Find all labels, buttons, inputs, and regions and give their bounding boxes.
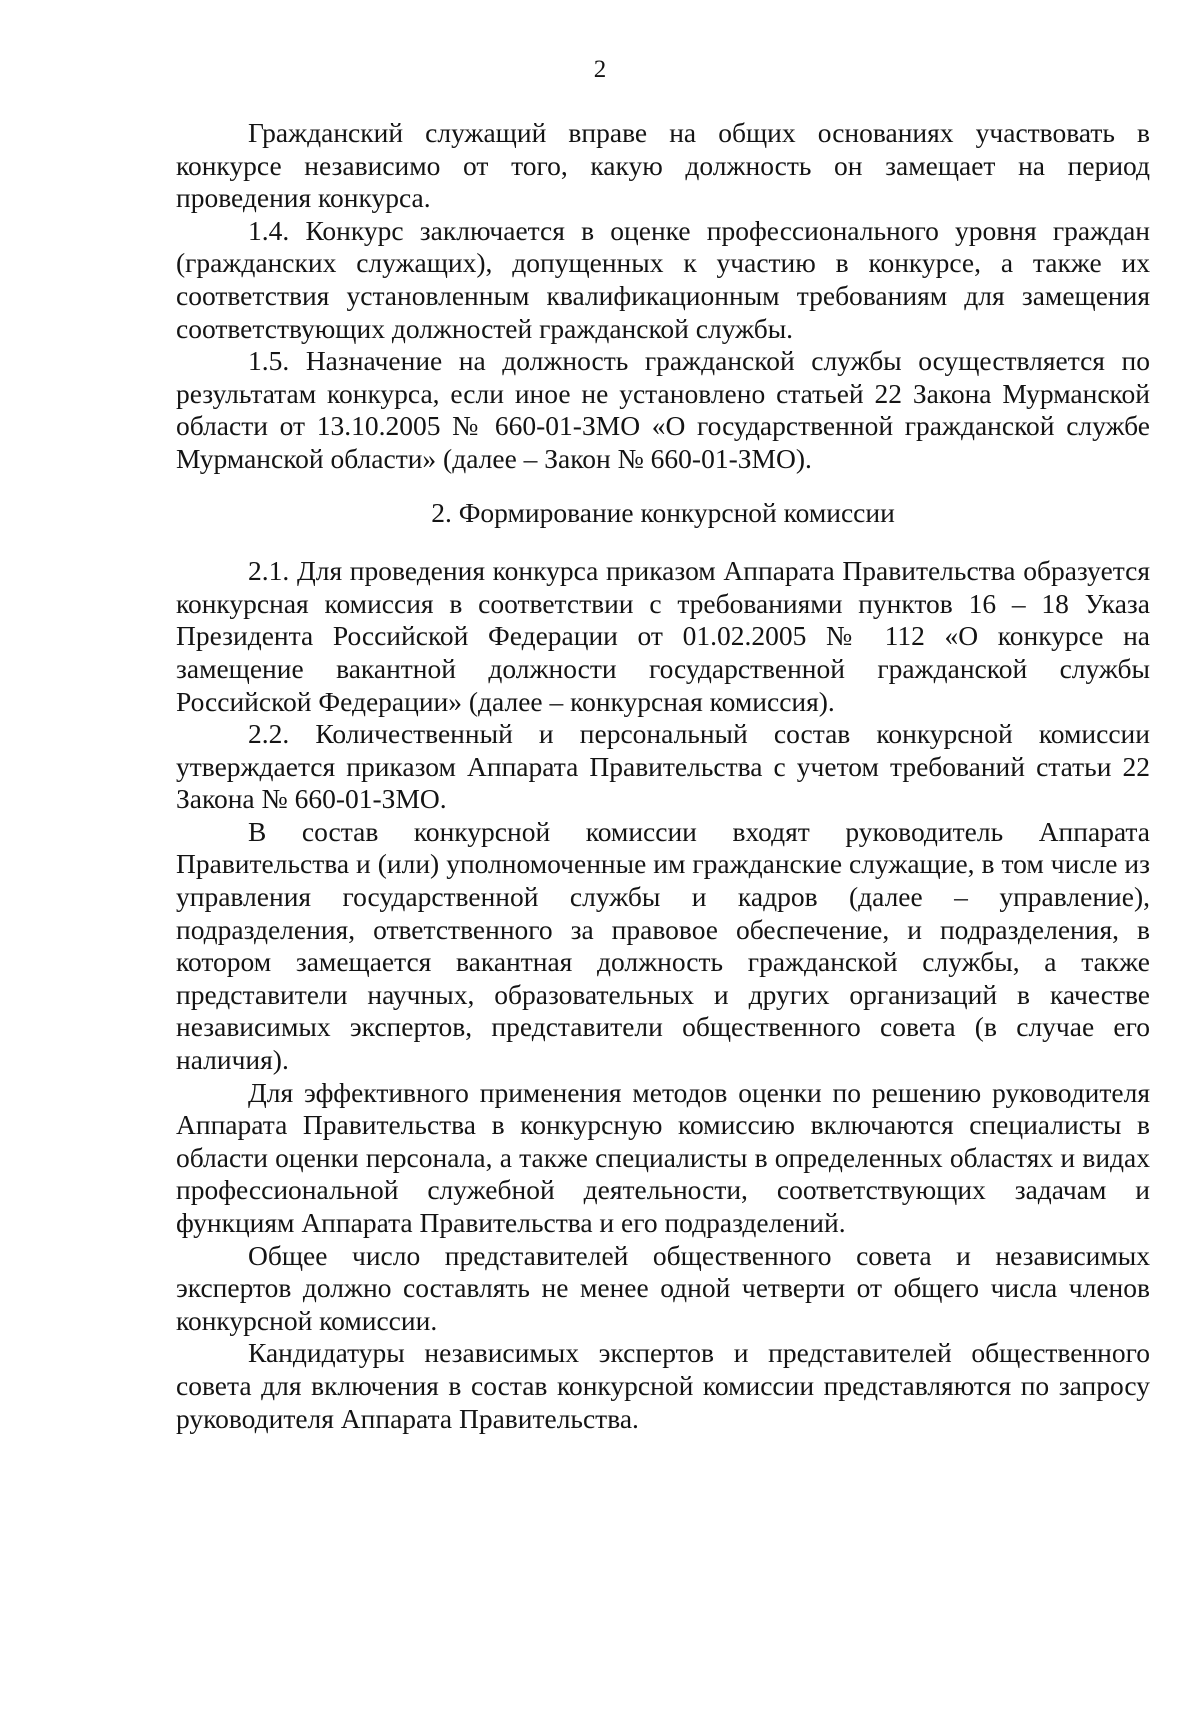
document-body (176, 117, 1150, 1435)
paragraph-quarter-rule: Общее число представителей общественного совета и независимых экспертов должно составлять не менее одной четверти от общего числа членов конкурсной комиссии. (176, 1239, 1150, 1336)
page-number: 2 (593, 56, 607, 83)
paragraph-1-5: 1.5. Назначение на должность гражданской службы осуществляется по результатам конкурса, если иное не установлено статьей 22 Закона Мурманской области от 13.10.2005 № 660-01-ЗМО «О государственной гражданской службе Мурманской области» (далее – Закон № 660-01-ЗМО). (176, 345, 1150, 474)
paragraph-2-2: 2.2. Количественный и персональный состав конкурсной комиссии утверждается приказом Аппарата Правительства с учетом требований статьи 22 Закона № 660-01-ЗМО. (176, 718, 1150, 815)
section-heading-2: 2. Формирование конкурсной комиссии (431, 496, 895, 528)
paragraph-commission-composition: В состав конкурсной комиссии входят руководитель Аппарата Правительства и (или) уполномоченные им гражданские служащие, в том числе из управления государственной службы и кадров (далее – управление), подразделения, ответственного за правовое обеспечение, и подразделения, в котором замещается вакантная должность гражданской службы, а также представители научных, образовательных и других организаций в качестве независимых экспертов, представители общественного совета (в случае его наличия). (176, 815, 1150, 1076)
paragraph-specialists: Для эффективного применения методов оценки по решению руководителя Аппарата Правительства в конкурсную комиссию включаются специалисты в области оценки персонала, а также специалисты в определенных областях и видах профессиональной служебной деятельности, соответствующих задачам и функциям Аппарата Правительства и его подразделений. (176, 1076, 1150, 1238)
paragraph-candidates: Кандидатуры независимых экспертов и представителей общественного совета для включения в состав конкурсной комиссии представляются по запросу руководителя Аппарата Правительства. (176, 1337, 1150, 1434)
paragraph-1-4: 1.4. Конкурс заключается в оценке профессионального уровня граждан (гражданских служащих), допущенных к участию в конкурсе, а также их соответствия установленным квалификационным требованиям для замещения соответствующих должностей гражданской службы. (176, 214, 1150, 344)
paragraph-civil-servant-participation: Гражданский служащий вправе на общих основаниях участвовать в конкурсе независимо от того, какую должность он замещает на период проведения конкурса. (176, 117, 1150, 214)
paragraph-2-1: 2.1. Для проведения конкурса приказом Аппарата Правительства образуется конкурсная комиссия в соответствии с требованиями пунктов 16 – 18 Указа Президента Российской Федерации от 01.02.2005 № 112 «О конкурсе на замещение вакантной должности государственной гражданской службы Российской Федерации» (далее – конкурсная комиссия). (176, 555, 1150, 717)
